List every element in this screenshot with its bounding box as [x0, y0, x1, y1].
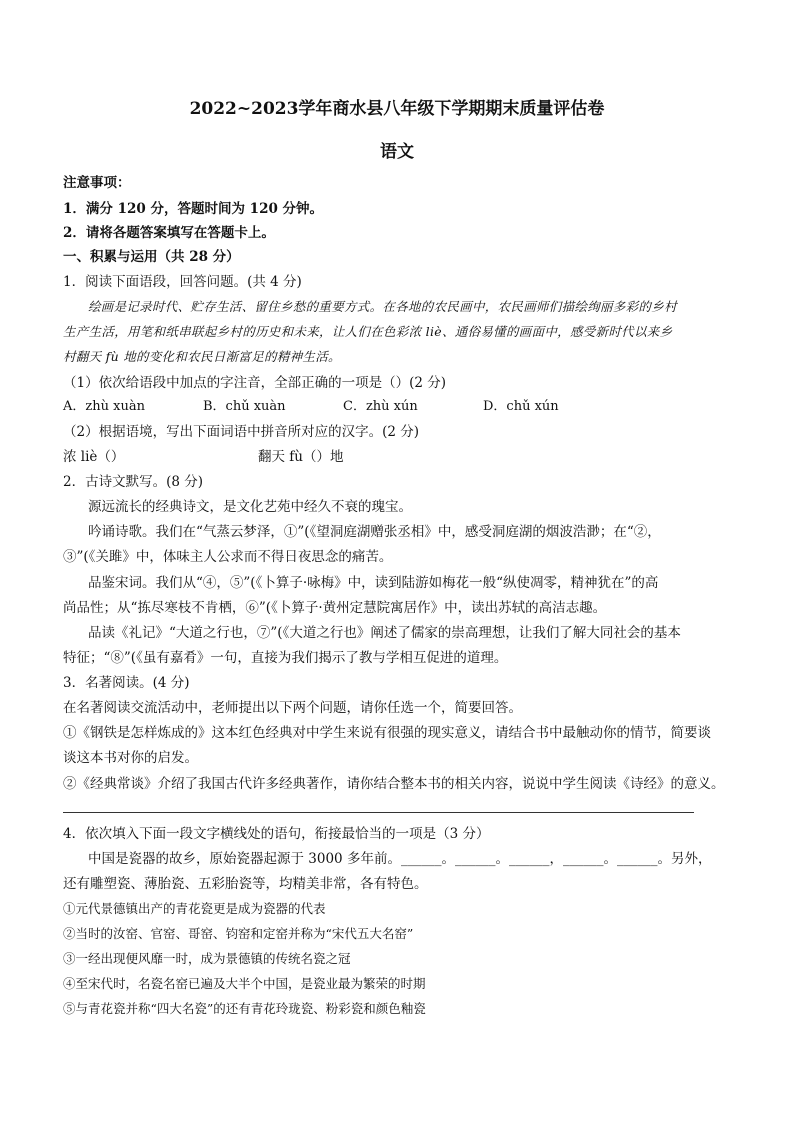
exam-title: 2022~2023学年商水县八年级下学期期末质量评估卷	[189, 99, 605, 119]
paragraph-line: ①《钢铁是怎样炼成的》这本红色经典对中学生来说有很强的现实意义，请结合书中最触动你的情节，简要谈	[63, 725, 711, 741]
fill-blank: 浓 liè（）	[63, 449, 125, 465]
passage-line: 绘画是记录时代、贮存生活、留住乡愁的重要方式。在各地的农民画中，农民画师们描绘绚丽多彩的乡村	[88, 299, 677, 314]
list-item: ④至宋代时，名瓷名窑已遍及大半个中国，是瓷业最为繁荣的时期	[63, 976, 426, 991]
paragraph-line: 吟诵诗歌。我们在“气蒸云梦泽，①”(《望洞庭湖赠张丞相》中，感受洞庭湖的烟波浩渺；在“②，	[88, 524, 661, 540]
paragraph-line: ②《经典常谈》介绍了我国古代许多经典著作，请你结合整本书的相关内容，说说中学生阅读《诗经》的意义。	[63, 776, 725, 792]
list-item: ③一经出现便风靡一时，成为景德镇的传统名瓷之冠	[63, 951, 351, 966]
paragraph-line: 中国是瓷器的故乡，原始瓷器起源于 3000 多年前。______。______。______，______。______。另外，	[88, 851, 712, 867]
paragraph-line: 特征；“⑧”(《虽有嘉肴》一句，直接为我们揭示了教与学相互促进的道理。	[63, 650, 508, 666]
answer-line	[63, 812, 694, 813]
paragraph-line: 谈这本书对你的启发。	[63, 750, 198, 766]
question-stem: 1．阅读下面语段，回答问题。(共 4 分)	[63, 274, 302, 290]
section-heading: 一、积累与运用（共 28 分）	[63, 249, 240, 265]
sub-question: （1）依次给语段中加点的字注音，全部正确的一项是（）(2 分)	[63, 375, 447, 391]
paragraph-line: 源远流长的经典诗文，是文化艺苑中经久不衰的瑰宝。	[88, 499, 412, 515]
question-stem: 2．古诗文默写。(8 分)	[63, 474, 204, 490]
paragraph-line: 还有雕塑瓷、薄胎瓷、五彩胎瓷等，均精美非常，各有特色。	[63, 876, 428, 892]
paragraph-line: 在名著阅读交流活动中，老师提出以下两个问题，请你任选一个，简要回答。	[63, 700, 522, 716]
sub-question: （2）根据语境，写出下面词语中拼音所对应的汉字。(2 分)	[63, 424, 420, 440]
fill-blank: 翻天 fù（）地	[258, 449, 344, 465]
choice-option: D．chǔ xún	[483, 399, 559, 414]
list-item: ②当时的汝窑、官窑、哥窑、钧窑和定窑并称为“宋代五大名窑”	[63, 926, 414, 941]
choice-option: A．zhù xuàn	[63, 399, 145, 414]
question-stem: 4．依次填入下面一段文字横线处的语句，衔接最恰当的一项是（3 分）	[63, 826, 490, 842]
notes-heading: 注意事项：	[63, 175, 131, 191]
paragraph-line: 品读《礼记》“大道之行也，⑦”(《大道之行也》阐述了儒家的崇高理想，让我们了解大同社会的基本	[88, 625, 681, 641]
choice-option: B．chǔ xuàn	[203, 399, 286, 414]
note-item: 2．请将各题答案填写在答题卡上。	[63, 225, 275, 241]
choice-option: C．zhù xún	[343, 399, 418, 414]
paragraph-line: 尚品性；从“拣尽寒枝不肯栖，⑥”(《卜算子·黄州定慧院寓居作》中，读出苏轼的高洁志趣。	[63, 600, 607, 616]
passage-line: 生产生活，用笔和纸串联起乡村的历史和未来，让人们在色彩浓 liè、通俗易懂的画面中，感受新时代以来乡	[63, 324, 673, 339]
question-stem: 3．名著阅读。(4 分)	[63, 675, 190, 691]
passage-line: 村翻天 fù 地的变化和农民日渐富足的精神生活。	[63, 349, 341, 364]
list-item: ⑤与青花瓷并称“四大名瓷”的还有青花玲珑瓷、粉彩瓷和颜色釉瓷	[63, 1001, 426, 1016]
subject-title: 语文	[380, 142, 414, 162]
paragraph-line: ③”(《关雎》中，体味主人公求而不得日夜思念的痛苦。	[63, 549, 393, 565]
list-item: ①元代景德镇出产的青花瓷更是成为瓷器的代表	[63, 901, 326, 916]
paragraph-line: 品鉴宋词。我们从“④，⑤”(《卜算子·咏梅》中，读到陆游如梅花一般“纵使凋零，精神犹在”的高	[88, 575, 659, 591]
note-item: 1．满分 120 分，答题时间为 120 分钟。	[63, 201, 324, 217]
